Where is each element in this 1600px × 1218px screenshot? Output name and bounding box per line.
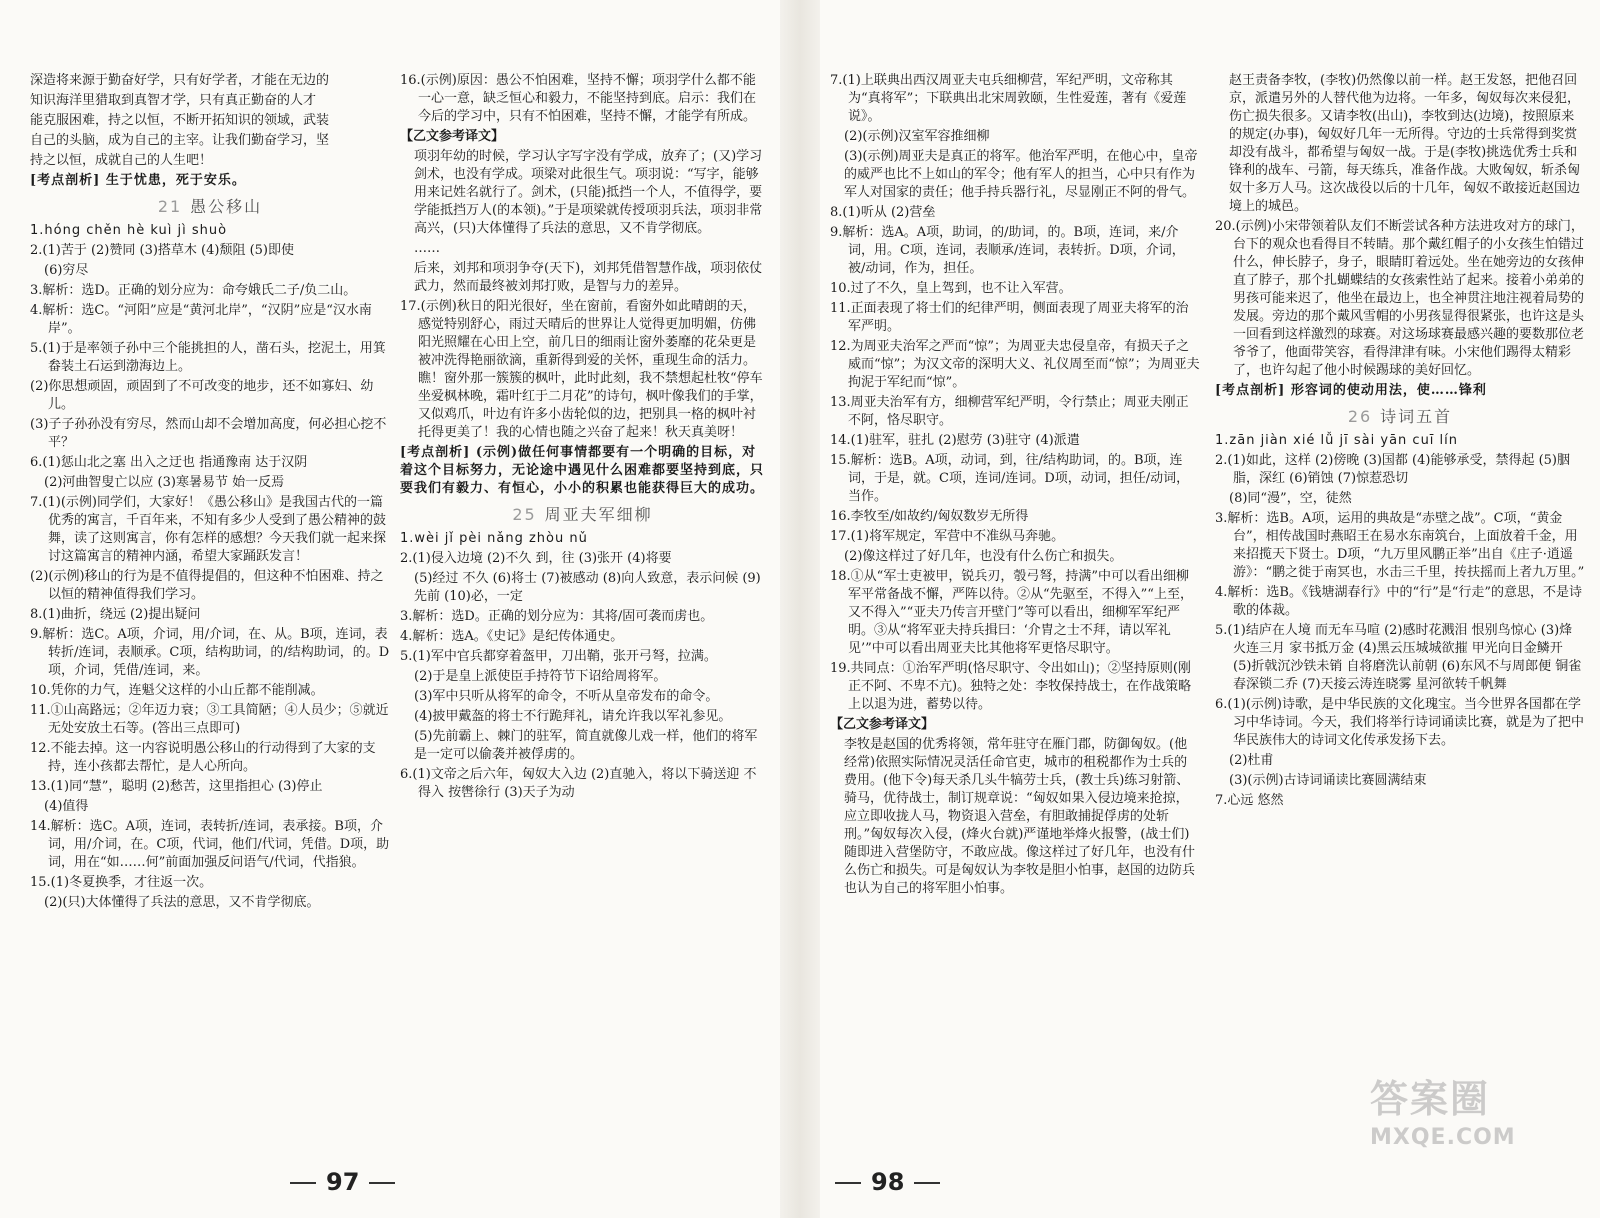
yiwen-paragraph: 李牧是赵国的优秀将领，常年驻守在雁门郡，防御匈奴。(他经常)依照实际情况灵活任命官吏，城市的租税都作为士兵的费用。(他下令)每天杀几头牛犒劳士兵，(教士兵)练习射箭、骑马，优待战士，制订规章说：“匈奴如果入侵边境来抢掠，应立即收拢人马，物资退入营垒，有胆敢捕捉俘虏的处斩刑。”匈奴每次入侵，(烽火台就)严谨地举烽火报警，(战士们)随即进入营堡防守，不敢应战。像这样过了好几年，也没有什么伤亡和损失。可是匈奴认为李牧是胆小怕事，赵国的边防兵也认为自己的将军胆小怕事。 — [844, 737, 1196, 896]
page-number-left — [280, 1168, 405, 1196]
answer-item: 7.(1)(示例)同学们，大家好！《愚公移山》是我国古代的一篇优秀的寓言，千百年来，不知有多少人受到了愚公精神的鼓舞，读了这则寓言，你有怎样的感想？今天我们就一起来探讨这篇寓言的精神内涵，希望大家踊跃发言！ — [30, 495, 387, 564]
right-col-2 — [1215, 72, 1585, 1182]
answer-item: (5)经过 不久 (6)将士 (7)被感动 (8)向人致意，表示问候 (9)先前 (10)必，一定 — [414, 571, 761, 604]
yiwen-paragraph: …… — [414, 241, 440, 256]
answer-item: 3.解析：选D。正确的划分应为：其将/固可袭而虏也。 — [400, 609, 714, 624]
answer-item: 17.(1)将军规定，军营中不准纵马奔驰。 — [830, 529, 1065, 544]
section-name: 愚公移山 — [190, 197, 263, 216]
watermark-logo — [1370, 1068, 1560, 1178]
answer-item: (3)军中只听从将军的命令，不听从皇帝发布的命令。 — [414, 689, 719, 704]
answer-item: 6.(1)(示例)诗歌，是中华民族的文化瑰宝。当今世界各国都在学习中华诗词。今天，我们将举行诗词诵读比赛，就是为了把中华民族伟大的诗词文化传承发扬下去。 — [1215, 697, 1585, 748]
answer-item: 14.(1)驻军，驻扎 (2)慰劳 (3)驻守 (4)派遣 — [830, 433, 1080, 448]
answer-item: (3)子子孙孙没有穷尽，然而山却不会增加高度，何必担心挖不平？ — [30, 417, 387, 450]
left-page — [0, 0, 780, 1218]
answer-item: 5.(1)于是率领子孙中三个能挑担的人，凿石头，挖泥土，用箕畚装土石运到渤海边上。 — [30, 341, 386, 374]
text-line: 自己的头脑，成为自己的主宰。让我们勤奋学习，坚 — [30, 133, 330, 148]
answer-item: (4)值得 — [44, 799, 89, 814]
answer-item: (4)披甲戴盔的将士不行跪拜礼，请允许我以军礼参见。 — [414, 709, 732, 724]
yiwen-title: 【乙文参考译文】 — [830, 717, 935, 732]
answer-item: 3.解析：选D。正确的划分应为：命夸娥氏二子/负二山。 — [30, 283, 357, 298]
text-line: 知识海洋里猎取到真智才学，只有真正勤奋的人才 — [30, 93, 317, 108]
answer-item: 13.周亚夫治军有方，细柳营军纪严明，令行禁止；周亚夫刚正不阿，恪尽职守。 — [830, 395, 1189, 428]
answer-item: 15.(1)冬夏换季，才往返一次。 — [30, 875, 213, 890]
left-col-2 — [400, 72, 765, 1182]
yiwen-paragraph: 后来，刘邦和项羽争夺(天下)，刘邦凭借智慧作战，项羽依仗武力，然而最终被刘邦打败，是智与力的差异。 — [414, 261, 763, 294]
answer-item: 5.(1)军中官兵都穿着盔甲，刀出鞘，张开弓弩，拉满。 — [400, 649, 717, 664]
answer-item: (2)杜甫 — [1229, 753, 1274, 768]
answer-item: 14.解析：选C。A项，连词，表转折/连词，表承接。B项，介词，用/介词，在。C项，代词，他们/代词，凭借。D项，助词，用在“如……何”前面加强反问语气/代词，代指狼。 — [30, 819, 390, 870]
dash-decor — [290, 1182, 316, 1184]
answer-item: 10.过了不久，皇上驾到，也不让入军营。 — [830, 281, 1072, 296]
answer-item: 16.(示例)原因：愚公不怕困难，坚持不懈；项羽学什么都不能一心一意，缺乏恒心和毅力，不能坚持到底。启示：我们在今后的学习中，只有不怕困难，坚持不懈，才能学有所成。 — [400, 73, 757, 124]
answer-item: 17.(示例)秋日的阳光很好，坐在窗前，看窗外如此晴朗的天，感觉特别舒心，雨过天晴后的世界让人觉得更加明媚，仿佛阳光照耀在心田上空，前几日的细雨让窗外萎靡的花朵更是被冲洗得艳丽欲滴，重新得到爱的关怀，重现生命的活力。瞧！窗外那一簇簇的枫叶，此时此刻，我不禁想起杜牧“停车坐爱枫林晚，霜叶红于二月花”的诗句，枫叶像我们的手掌，又似鸡爪，叶边有许多小齿轮似的边，把别具一格的枫叶衬托得更美了！我的心情也随之兴奋了起来！秋天真美呀！ — [400, 299, 763, 440]
answer-item: (2)像这样过了好几年，也没有什么伤亡和损失。 — [844, 549, 1123, 564]
answer-item: 1.hóng chěn hè kuì jì shuò — [30, 223, 228, 238]
section-title-26 — [1215, 408, 1585, 426]
text-line: 能克服困难，持之以恒，不断开拓知识的领域，武装 — [30, 113, 330, 128]
answer-item: 6.(1)文帝之后六年，匈奴大入边 (2)直驰入，将以下骑送迎 不得入 按辔徐行 (3)天子为动 — [400, 767, 757, 800]
answer-item: 16.李牧至/如故约/匈奴数岁无所得 — [830, 509, 1029, 524]
answer-item: 9.解析：选C。A项，介词，用/介词，在、从。B项，连词，表转折/连词，表顺承。C项，结构助词，的/结构助词，的。D项，介词，凭借/连词，来。 — [30, 627, 390, 678]
answer-item: 12.为周亚夫治军之严而“惊”；为周亚夫忠侵皇帝，有损天子之威而“惊”；为汉文帝的深明大义、礼仪周至而“惊”；为周亚夫拘泥于军纪而“惊”。 — [830, 339, 1200, 390]
dash-decor — [914, 1182, 940, 1184]
answer-item: 11.正面表现了将士们的纪律严明，侧面表现了周亚夫将军的治军严明。 — [830, 301, 1189, 334]
answer-item: 5.(1)结庐在人境 而无车马喧 (2)感时花溅泪 恨别鸟惊心 (3)烽火连三月 家书抵万金 (4)黑云压城城欲摧 甲光向日金鳞开 (5)折戟沉沙铁未销 自将磨洗认前朝 (6)东风不与周郎便 铜雀春深锁二乔 (7)天接云涛连晓雾 星河欲转千帆舞 — [1215, 623, 1582, 692]
answer-item: (5)先前霸上、棘门的驻军，简直就像儿戏一样，他们的将军是一定可以偷袭并被俘虏的。 — [414, 729, 758, 762]
kaodian-note: [考点剖析] 生于忧患，死于安乐。 — [30, 173, 246, 188]
page-number: 97 — [326, 1168, 360, 1196]
answer-item: 1.wèi jǐ pèi nǎng zhòu nǔ — [400, 531, 588, 546]
answer-item: 4.解析：选A。《史记》是纪传体通史。 — [400, 629, 624, 644]
section-number: 21 — [157, 197, 183, 216]
section-name: 周亚夫军细柳 — [544, 505, 653, 524]
answer-item: (3)(示例)周亚夫是真正的将军。他治军严明，在他心中，皇帝的威严也比不上如山的军令；他有军人的担当，心中只有作为军人对国家的责任；他手持兵器行礼，尽显刚正不阿的骨气。 — [844, 149, 1198, 200]
answer-item: 8.(1)听从 (2)营垒 — [830, 205, 936, 220]
text-line: 持之以恒，成就自己的人生吧！ — [30, 153, 213, 168]
section-title-25 — [400, 506, 765, 524]
section-number: 25 — [512, 505, 537, 524]
yiwen-paragraph: 赵王责备李牧，(李牧)仍然像以前一样。赵王发怒，把他召回京，派遣另外的人替代他为边将。一年多，匈奴每次来侵犯，伤亡损失很多。又请李牧(出山)，李牧到达(边境)，按照原来的规定(办事)，匈奴好几年一无所得。守边的士兵常得到奖赏却没有战斗，都希望与匈奴一战。于是(李牧)挑选优秀士兵和锋利的战车、弓箭，每天练兵，准备作战。大败匈奴，斩杀匈奴十多万人马。这次战役以后的十几年，匈奴不敢接近赵国边境上的城邑。 — [1229, 73, 1581, 214]
yiwen-title: 【乙文参考译文】 — [400, 129, 505, 144]
answer-item: 4.解析：选C。“河阳”应是“黄河北岸”，“汉阴”应是“汉水南岸”。 — [30, 303, 372, 336]
watermark-en: MXQE.COM — [1370, 1125, 1516, 1150]
kaodian-note: [考点剖析] 形容词的使动用法，使……锋利 — [1215, 383, 1487, 398]
answer-item: 9.解析：选A。A项，助词，的/助词，的。B项，连词，来/介词，用。C项，连词，表顺承/连词，表转折。D项，介词，被/动词，作为，担任。 — [830, 225, 1185, 276]
answer-item: 6.(1)惩山北之塞 出入之迂也 指通豫南 达于汉阴 — [30, 455, 308, 470]
answer-item: 15.解析：选B。A项，动词，到，往/结构助词，的。B项，连词，于是，就。C项，连词/连词。D项，动词，担任/动词，当作。 — [830, 453, 1190, 504]
page-number: 98 — [871, 1168, 905, 1196]
page-number-right — [825, 1168, 950, 1196]
answer-item: (8)同“漫”，空，徒然 — [1229, 491, 1352, 506]
section-number: 26 — [1347, 407, 1373, 426]
answer-item: 8.(1)曲折，绕远 (2)提出疑问 — [30, 607, 201, 622]
answer-item: 4.解析：选B。《钱塘湖春行》中的“行”是“行走”的意思，不是诗歌的体裁。 — [1215, 585, 1583, 618]
answer-item: 2.(1)如此，这样 (2)傍晚 (3)国都 (4)能够承受，禁得起 (5)胭脂，深红 (6)销蚀 (7)惊惹恐切 — [1215, 453, 1571, 486]
answer-item: (2)(示例)移山的行为是不值得提倡的，但这种不怕困难、持之以恒的精神值得我们学习。 — [30, 569, 384, 602]
answer-item: 18.①从“军士吏被甲，锐兵刃，彀弓弩，持满”中可以看出细柳军平常备战不懈，严阵以待。②从“先驱至，不得入”“上至，又不得入”“亚夫乃传言开壁门”等可以看出，细柳军军纪严明。③从“将军亚夫持兵揖曰：‘介胄之士不拜，请以军礼见’”中可以看出周亚夫比其他将军更恪尽职守。 — [830, 569, 1193, 656]
answer-item: 10.凭你的力气，连魁父这样的小山丘都不能削减。 — [30, 683, 324, 698]
answer-item: (2)河曲智叟亡以应 (3)寒暑易节 始一反焉 — [44, 475, 285, 490]
answer-item: (2)你思想顽固，顽固到了不可改变的地步，还不如寡妇、幼儿。 — [30, 379, 374, 412]
answer-item: (2)(示例)汉室军容推细柳 — [844, 129, 990, 144]
yiwen-paragraph: 项羽年幼的时候，学习认字写字没有学成，放弃了；(又)学习剑术，也没有学成。项梁对此很生气。项羽说：“写字，能够用来记姓名就行了。剑术，(只能)抵挡一个人，不值得学，要学能抵挡万人(的本领)。”于是项梁就传授项羽兵法，项羽非常高兴，(只)大体懂得了兵法的意思，又不肯学彻底。 — [414, 149, 763, 236]
kaodian-note: [考点剖析] (示例)做任何事情都要有一个明确的目标，对着这个目标努力，无论途中遇见什么困难都要坚持到底，只要我们有毅力、有恒心，小小的积累也能获得巨大的成功。 — [400, 445, 765, 496]
book-gutter — [780, 0, 820, 1218]
right-col-1 — [830, 72, 1200, 1182]
answer-item: 7.心远 悠然 — [1215, 793, 1284, 808]
watermark-cn: 答案圈 — [1370, 1077, 1491, 1121]
answer-item: (2)于是皇上派使臣手持符节下诏给周将军。 — [414, 669, 667, 684]
answer-item: 1.zān jiàn xié lǚ jī sài yān cuī lín — [1215, 433, 1459, 448]
answer-item: 20.(示例)小宋带领着队友们不断尝试各种方法进攻对方的球门，台下的观众也看得目不转睛。那个戴红帽子的小女孩生怕错过什么，伸长脖子，身子，眼睛盯着远处。坐在她旁边的女孩伸直了脖子，那个扎蝴蝶结的女孩索性站了起来。接着小弟弟的男孩可能来迟了，他坐在最边上，也全神贯注地注视着局势的发展。旁边的那个戴风雪帽的小男孩显得很紧张，也许这是头一回看到这样激烈的球赛。对这场球赛最感兴趣的要数那位老爷爷了，他面带笑容，看得津津有味。小宋他们踢得太精彩了，也许勾起了他小时候踢球的美好回忆。 — [1215, 219, 1585, 378]
right-page — [820, 0, 1600, 1218]
section-name: 诗词五首 — [1380, 407, 1453, 426]
dash-decor — [835, 1182, 861, 1184]
answer-item: 19.共同点：①治军严明(恪尽职守、令出如山)；②坚持原则(刚正不阿、不卑不亢)。独特之处：李牧保持战士，在作战策略上以退为进，蓄势以待。 — [830, 661, 1192, 712]
answer-item: 13.(1)同“慧”，聪明 (2)愁苦，这里指担心 (3)停止 — [30, 779, 323, 794]
answer-item: 7.(1)上联典出西汉周亚夫屯兵细柳营，军纪严明，文帝称其为“真将军”；下联典出北宋周敦颐，生性爱莲，著有《爱莲说》。 — [830, 73, 1187, 124]
section-title-21 — [30, 198, 390, 216]
answer-item: 2.(1)苦于 (2)赞同 (3)搭草木 (4)颓阻 (5)即使 — [30, 243, 295, 258]
text-line: 深造将来源于勤奋好学，只有好学者，才能在无边的 — [30, 73, 330, 88]
answer-item: 2.(1)侵入边境 (2)不久 到，往 (3)张开 (4)将要 — [400, 551, 672, 566]
answer-item: 12.不能去掉。这一内容说明愚公移山的行动得到了大家的支持，连小孩都去帮忙，是人心所向。 — [30, 741, 376, 774]
answer-item: 11.①山高路远；②年迈力衰；③工具简陋；④人员少；⑤就近无处安放土石等。(答出三点即可) — [30, 703, 389, 736]
answer-item: (2)(只)大体懂得了兵法的意思，又不肯学彻底。 — [44, 895, 320, 910]
answer-item: 3.解析：选B。A项，运用的典故是“赤壁之战”。C项，“黄金台”，相传战国时燕昭王在易水东南筑台，上面放着千金，用来招揽天下贤士。D项，“九万里风鹏正举”出自《庄子·逍遥游》：“鹏之徙于南冥也，水击三千里，抟扶摇而上者九万里。” — [1215, 511, 1585, 580]
answer-item: (6)穷尽 — [44, 263, 89, 278]
answer-item: (3)(示例)古诗词诵读比赛圆满结束 — [1229, 773, 1427, 788]
left-col-1 — [30, 72, 390, 1182]
dash-decor — [369, 1182, 395, 1184]
